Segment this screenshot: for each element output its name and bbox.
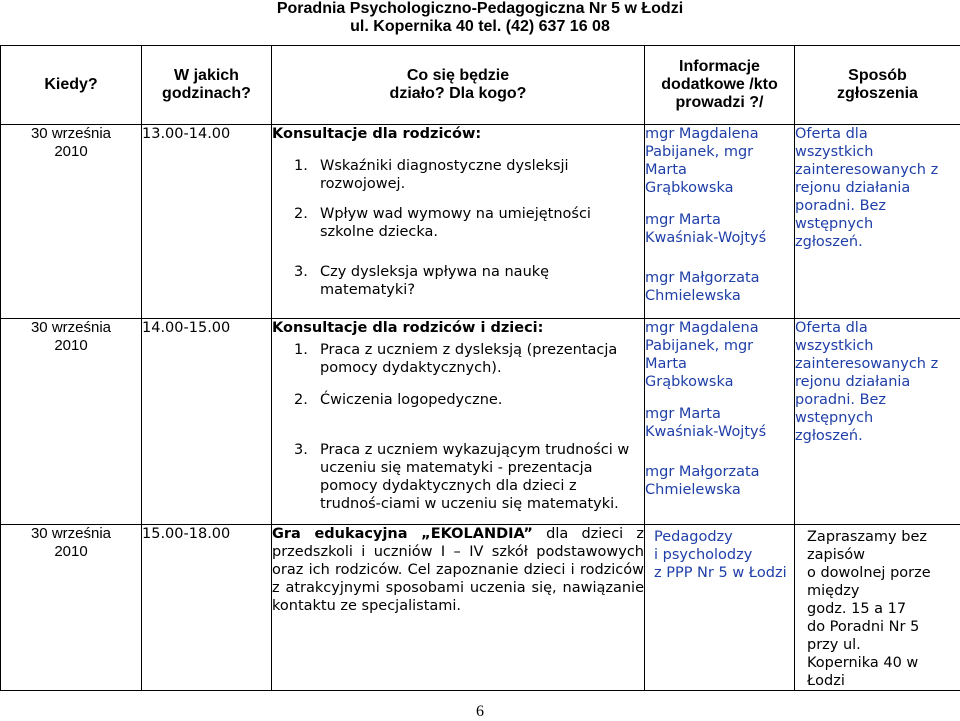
topic-cell: [272, 125, 645, 319]
signup-text: Oferta dla wszystkich zainteresowanych z rejonu działania poradni. Bez wstępnych zgłoszeń.: [795, 319, 945, 445]
signup-cell: [795, 125, 960, 319]
item-text: Wpływ wad wymowy na umiejętności szkolne dziecka.: [320, 205, 610, 241]
signup-cell: [795, 525, 960, 691]
column-header-hours-text: W jakich godzinach?: [142, 67, 271, 103]
column-header-info: [645, 46, 795, 125]
header-line-2: ul. Kopernika 40 tel. (42) 637 16 08: [0, 18, 960, 36]
signup-line: do Poradni Nr 5 przy ul. Kopernika 40 w Łodzi: [807, 618, 937, 690]
date-text: 30 września 2010: [1, 125, 141, 161]
column-header-hours: [142, 46, 272, 125]
time-cell: 15.00-18.00: [142, 525, 272, 691]
signup-line: Zapraszamy bez zapisów: [807, 528, 947, 564]
list-item: [272, 263, 644, 299]
time-cell: 14.00-15.00: [142, 319, 272, 525]
table-row: [1, 319, 960, 525]
item-text: Czy dysleksja wpływa na naukę matematyki?: [320, 263, 580, 299]
date-text: 30 września 2010: [1, 319, 141, 355]
table-row: [1, 125, 960, 319]
page-number: 6: [0, 703, 960, 721]
item-number: 2.: [294, 391, 308, 409]
header-line-1: Poradnia Psychologiczno-Pedagogiczna Nr 5 w Łodzi: [0, 0, 960, 18]
list-item: [272, 341, 644, 377]
people-line: Pedagodzy: [654, 528, 794, 546]
list-item: [272, 157, 644, 193]
topic-list: [272, 341, 644, 513]
people-line: i psycholodzy: [654, 546, 794, 564]
item-number: 3.: [294, 441, 308, 459]
column-header-info-text: Informacje dodatkowe /kto prowadzi ?/: [645, 58, 794, 112]
date-cell: [1, 525, 142, 691]
item-number: 1.: [294, 341, 308, 359]
topic-title: Konsultacje dla rodziców:: [272, 125, 644, 143]
topic-cell: [272, 319, 645, 525]
column-header-when: Kiedy?: [1, 46, 142, 125]
column-header-what: [272, 46, 645, 125]
item-text: Praca z uczniem z dysleksją (prezentacja pomocy dydaktycznych).: [320, 341, 635, 377]
event-title: Gra edukacyjna „EKOLANDIA”: [272, 526, 533, 542]
topic-list: [272, 157, 644, 299]
document-header: [0, 0, 960, 36]
list-item: [272, 441, 644, 513]
item-text: Wskaźniki diagnostyczne dysleksji rozwojowej.: [320, 157, 610, 193]
column-header-what-text: Co się będzie działo? Dla kogo?: [272, 67, 644, 103]
topic-title: Konsultacje dla rodziców i dzieci:: [272, 319, 644, 337]
signup-text: Oferta dla wszystkich zainteresowanych z rejonu działania poradni. Bez wstępnych zgłoszeń.: [795, 125, 945, 251]
item-text: Praca z uczniem wykazującym trudności w uczeniu się matematyki - prezentacja pomocy dydaktycznych dla dzieci z trudnoś-ciami w uczeniu się matematyki.: [320, 441, 635, 513]
item-text: Ćwiczenia logopedyczne.: [320, 392, 502, 408]
people-group: mgr Magdalena Pabijanek, mgr Marta Grąbkowska: [645, 125, 765, 197]
table-row: [1, 525, 960, 691]
time-cell: 13.00-14.00: [142, 125, 272, 319]
date-cell: [1, 319, 142, 525]
people-group: mgr Marta Kwaśniak-Wojtyś: [645, 211, 775, 247]
signup-cell: [795, 319, 960, 525]
item-number: 1.: [294, 157, 308, 175]
people-cell: [645, 525, 795, 691]
item-number: 3.: [294, 263, 308, 281]
item-number: 2.: [294, 205, 308, 223]
topic-cell: [272, 525, 645, 691]
people-line: z PPP Nr 5 w Łodzi: [654, 564, 794, 582]
people-cell: [645, 125, 795, 319]
list-item: [272, 391, 644, 409]
people-group: mgr Marta Kwaśniak-Wojtyś: [645, 405, 775, 441]
people-group: mgr Magdalena Pabijanek, mgr Marta Grąbkowska: [645, 319, 765, 391]
event-description: dla dzieci z przedszkoli i uczniów I – IV szkół podstawowych oraz ich rodziców. Cel zapoznanie dzieci i rodziców z atrakcyjnymi sposobami uczenia się, nawiązanie kontaktu ze specjalistami.: [272, 526, 644, 614]
signup-line: o dowolnej porze między: [807, 564, 947, 600]
signup-line: godz. 15 a 17: [807, 600, 960, 618]
table-header-row: [1, 46, 960, 125]
people-group: mgr Małgorzata Chmielewska: [645, 463, 775, 499]
list-item: [272, 205, 644, 241]
people-cell: [645, 319, 795, 525]
column-header-signup-text: Sposób zgłoszenia: [795, 67, 960, 103]
people-group: mgr Małgorzata Chmielewska: [645, 269, 775, 305]
schedule-table: [0, 45, 960, 691]
date-text: 30 września 2010: [1, 525, 141, 561]
date-cell: [1, 125, 142, 319]
column-header-signup: [795, 46, 960, 125]
